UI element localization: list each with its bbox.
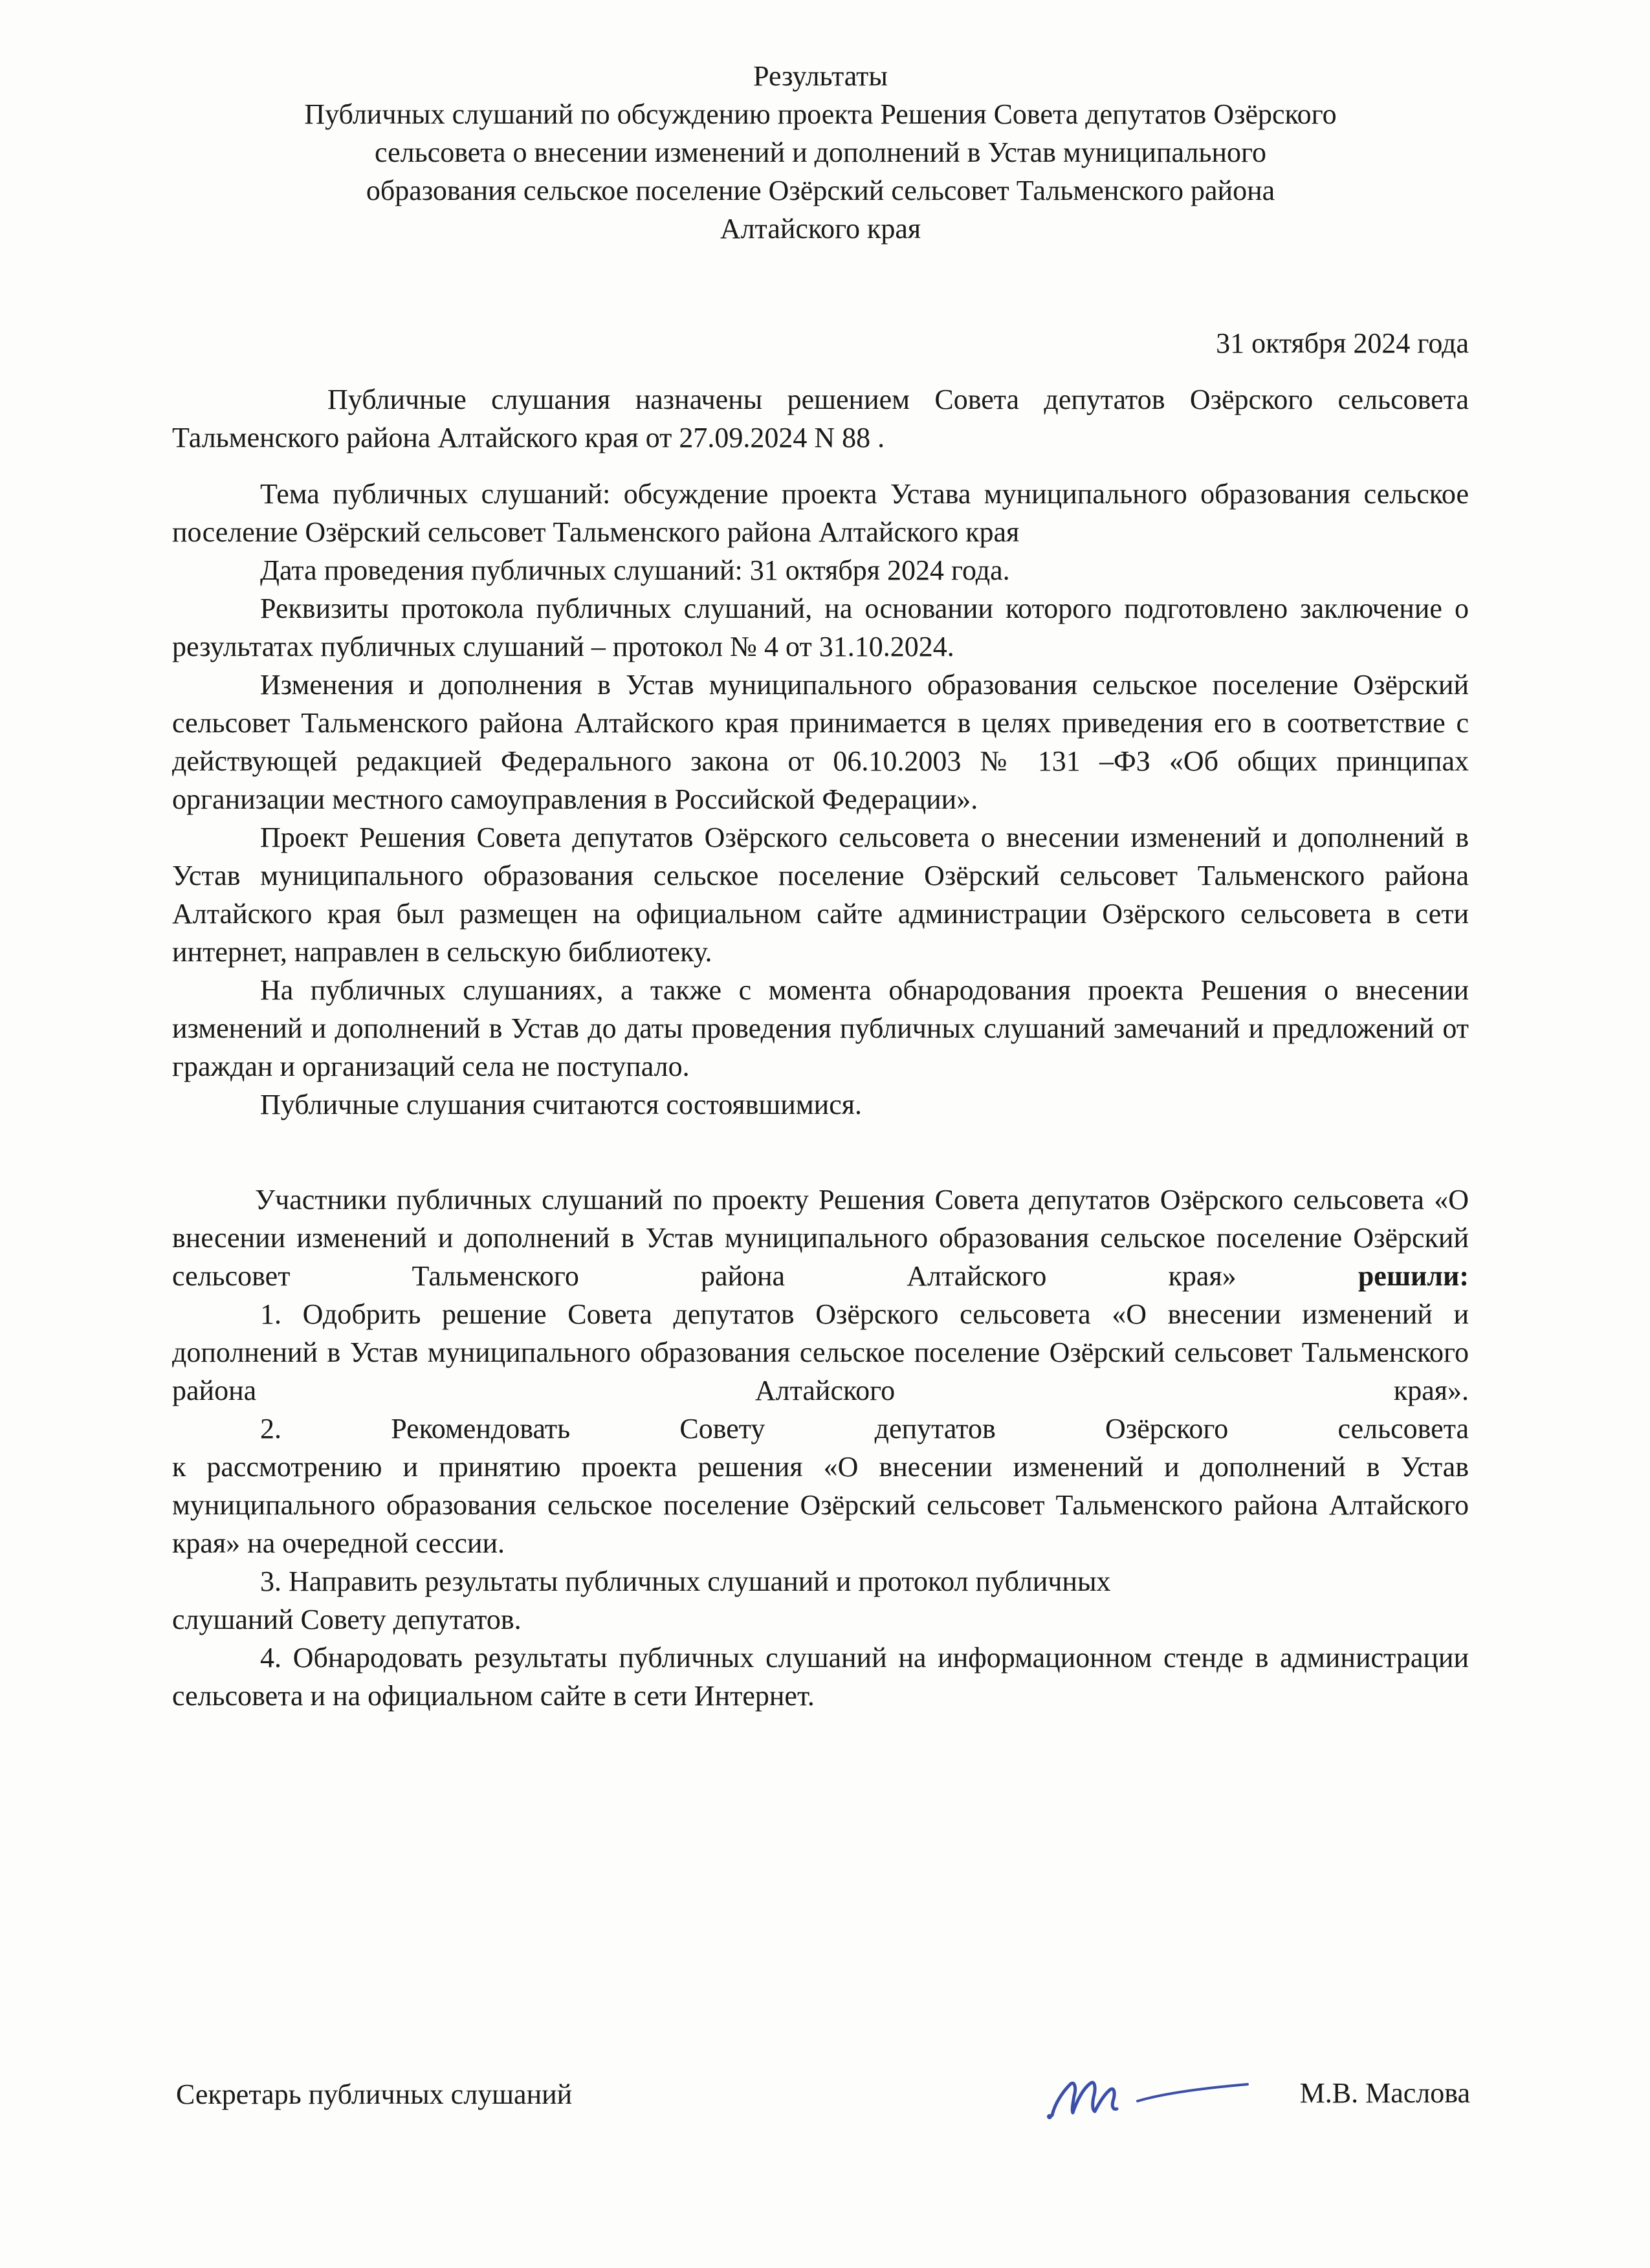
secretary-role: Секретарь публичных слушаний bbox=[176, 2078, 573, 2110]
decided-label: решили: bbox=[1358, 1260, 1469, 1292]
paragraph-held: Публичные слушания считаются состоявшимися. bbox=[260, 1089, 862, 1120]
decisions-list bbox=[172, 1295, 1469, 1715]
title-line-5: Алтайского края bbox=[720, 213, 921, 245]
secretary-name: М.В. Маслова bbox=[1299, 2077, 1470, 2109]
paragraph-hearing-date: Дата проведения публичных слушаний: 31 октября 2024 года. bbox=[260, 554, 1010, 586]
signature-row bbox=[176, 2075, 1470, 2133]
paragraph-participants bbox=[172, 1181, 1469, 1295]
decision-1: 1. Одобрить решение Совета депутатов Озёрского сельсовета «О внесении изменений и дополнений в Устав муниципального образования сельское поселение Озёрский сельсовет Тальменского района Алтайского края». bbox=[172, 1298, 1469, 1406]
participants-text: Участники публичных слушаний по проекту Решения Совета депутатов Озёрского сельсовета «О внесении изменений и дополнений в Устав муниципального образования сельское поселение Озёрский сельсовет Тальменского района Алтайского края» bbox=[172, 1184, 1469, 1292]
paragraph-project: Проект Решения Совета депутатов Озёрского сельсовета о внесении изменений и дополнений в Устав муниципального образования сельское поселение Озёрский сельсовет Тальменского района Алтайского края был размещен на официальном сайте администрации Озёрского сельсовета в сети интернет, направлен в сельскую библиотеку. bbox=[172, 822, 1469, 968]
title-line-2: Публичных слушаний по обсуждению проекта Решения Совета депутатов Озёрского bbox=[304, 98, 1337, 130]
paragraph-changes: Изменения и дополнения в Устав муниципального образования сельское поселение Озёрский сельсовет Тальменского района Алтайского края принимается в целях приведения его в соответствие с действующей редакцией Федерального закона от 06.10.2003 № 131 –ФЗ «Об общих принципах организации местного самоуправления в Российской Федерации». bbox=[172, 669, 1469, 815]
paragraph-topic: Тема публичных слушаний: обсуждение проекта Устава муниципального образования сельское поселение Озёрский сельсовет Тальменского района Алтайского края bbox=[172, 478, 1469, 548]
decision-4: 4. Обнародовать результаты публичных слушаний на информационном стенде в администрации сельсовета и на официальном сайте в сети Интернет. bbox=[172, 1642, 1469, 1712]
decision-2-line-1: 2. Рекомендовать Совету депутатов Озёрского сельсовета bbox=[260, 1413, 1469, 1445]
paragraph-appointment: Публичные слушания назначены решением Совета депутатов Озёрского сельсовета Тальменского района Алтайского края от 27.09.2024 N 88 . bbox=[172, 384, 1469, 453]
title-line-3: сельсовета о внесении изменений и дополнений в Устав муниципального bbox=[375, 136, 1266, 168]
document-date: 31 октября 2024 года bbox=[1216, 327, 1469, 359]
document-title bbox=[172, 57, 1469, 248]
decision-3-line-1: 3. Направить результаты публичных слушаний и протокол публичных bbox=[260, 1565, 1111, 1597]
paragraph-remarks: На публичных слушаниях, а также с момента обнародования проекта Решения о внесении изменений и дополнений в Устав до даты проведения публичных слушаний замечаний и предложений от граждан и организаций села не поступало. bbox=[172, 974, 1469, 1082]
document-body bbox=[172, 57, 1469, 1715]
decision-2-rest: к рассмотрению и принятию проекта решения «О внесении изменений и дополнений в Устав муниципального образования сельское поселение Озёрский сельсовет Тальменского района Алтайского края» на очередной сессии. bbox=[172, 1451, 1469, 1559]
title-line-4: образования сельское поселение Озёрский сельсовет Тальменского района bbox=[366, 175, 1275, 206]
title-line-1: Результаты bbox=[753, 60, 888, 92]
decision-3-line-2: слушаний Совету депутатов. bbox=[172, 1604, 522, 1635]
handwritten-signature-icon bbox=[1040, 2058, 1254, 2130]
paragraph-protocol: Реквизиты протокола публичных слушаний, на основании которого подготовлено заключение о результатах публичных слушаний – протокол № 4 от 31.10.2024. bbox=[172, 593, 1469, 662]
